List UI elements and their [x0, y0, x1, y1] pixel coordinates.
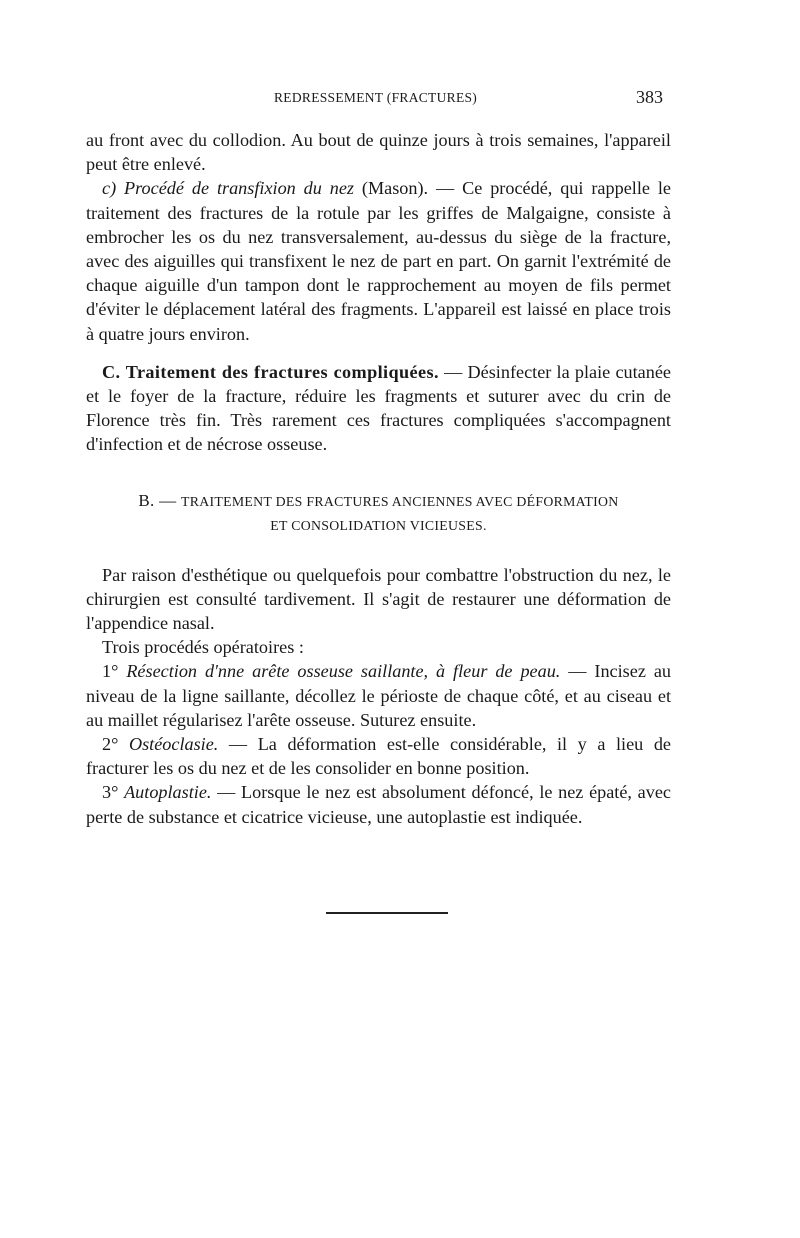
- list-item: [86, 780, 671, 828]
- section-title-line2: ET CONSOLIDATION VICIEUSES.: [270, 517, 487, 533]
- list-item-label: Ostéoclasie.: [128, 734, 219, 755]
- paragraph-text: (Mason). — Ce procédé, qui rappelle le traitement des fractures de la rotule par les griffes de Malgaigne, consiste à embrocher les os du nez transversalement, au-dessus du siège de la fracture, avec des aiguilles qui transfixent le nez de part en part. On garnit l'extrémité de chaque aiguille d'un tampon dont le rapprochement au moyen de fils permet d'éviter le déplacement latéral des fragments. L'appareil est laissé en place trois à quatre jours environ.: [86, 178, 671, 344]
- section-end-rule: [326, 912, 448, 914]
- body-text: [86, 128, 671, 829]
- list-item-text: — La déformation est-elle considérable, il y a lieu de fracturer les os du nez et de les consolider en bonne position.: [86, 734, 671, 779]
- running-title: REDRESSEMENT (FRACTURES): [274, 90, 478, 105]
- list-item-number: 1°: [102, 661, 127, 682]
- list-item-text: — Incisez au niveau de la ligne saillante, décollez le périoste de chaque côté, et au ciseau et au maillet régularisez l'arête osseuse. Suturez ensuite.: [86, 661, 671, 730]
- paragraph-procedures-lead: Trois procédés opératoires :: [102, 637, 304, 658]
- paragraph-heading: C. Traitement des fractures compliquées.: [102, 361, 439, 382]
- section-title: [86, 489, 671, 538]
- list-item-label: Résection d'nne arête osseuse saillante, à fleur de peau.: [126, 661, 561, 682]
- paragraph-transfixion: [86, 176, 671, 345]
- paragraph-intro: Par raison d'esthétique ou quelquefois pour combattre l'obstruction du nez, le chirurgien est consulté tardivement. Il s'agit de restaurer une déformation de l'appendice nasal.: [86, 564, 671, 634]
- paragraph-continuation: au front avec du collodion. Au bout de quinze jours à trois semaines, l'appareil peut être enlevé.: [86, 130, 671, 175]
- list-item-number: 2°: [102, 734, 129, 755]
- section-prefix: B. —: [138, 490, 182, 510]
- list-item-label: Autoplastie.: [124, 782, 212, 803]
- list-item-text: — Lorsque le nez est absolument défoncé, le nez épaté, avec perte de substance et cicatrice vicieuse, une autoplastie est indiquée.: [86, 782, 671, 827]
- list-item: [86, 732, 671, 780]
- section-title-line1: TRAITEMENT DES FRACTURES ANCIENNES AVEC DÉFORMATION: [181, 493, 619, 509]
- list-item: [86, 659, 671, 732]
- paragraph-label: c) Procédé de transfixion du nez: [102, 178, 355, 199]
- paragraph-compound-fractures: [86, 360, 671, 457]
- paragraph-text: — Désinfecter la plaie cutanée et le foyer de la fracture, réduire les fragments et suturer avec du crin de Florence très fin. Très rarement ces fractures compliquées s'accompagnent d'infection et de nécrose osseuse.: [86, 361, 671, 455]
- list-item-number: 3°: [102, 782, 125, 803]
- page-number: 383: [636, 87, 663, 107]
